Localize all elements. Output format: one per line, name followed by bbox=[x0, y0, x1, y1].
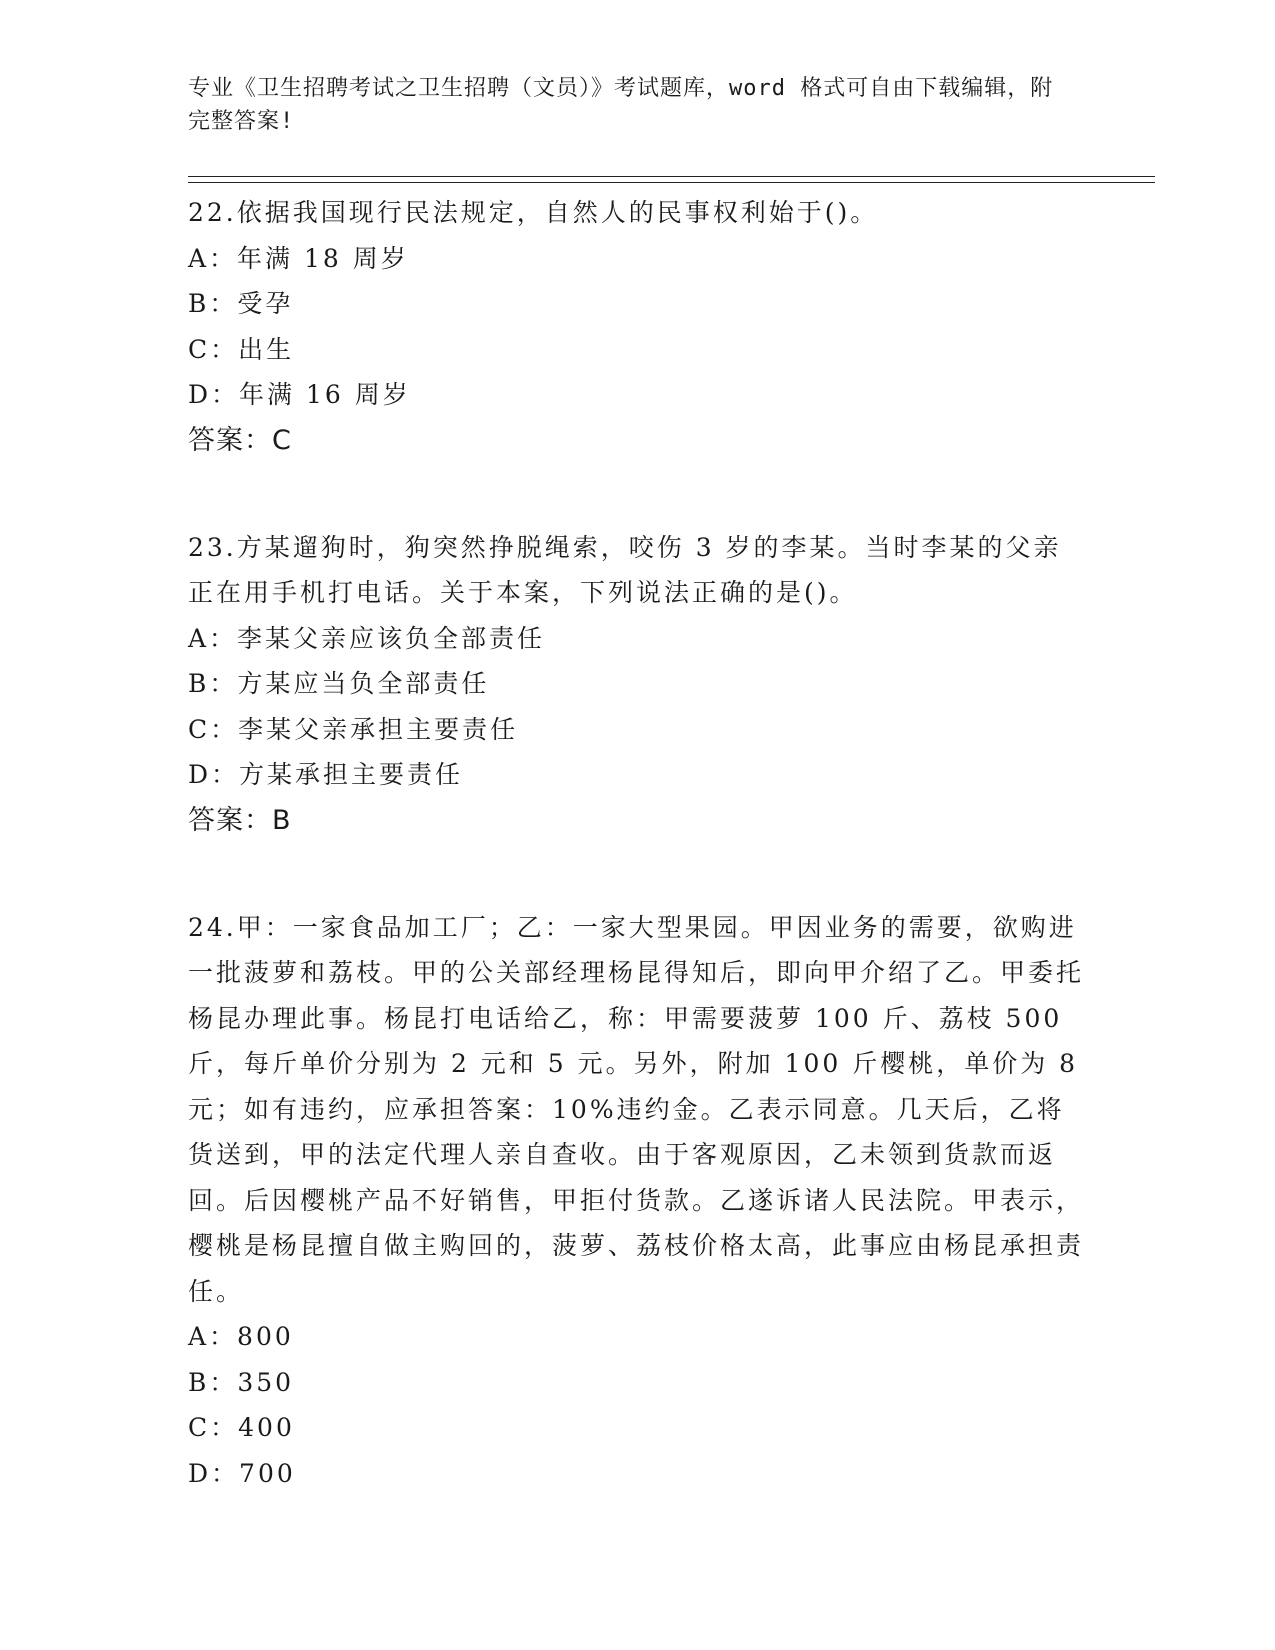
option-d: D：700 bbox=[188, 1458, 296, 1488]
question-text: 23.方某遛狗时，狗突然挣脱绳索，咬伤 3 岁的李某。当时李某的父亲正在用手机打电话。关于本案，下列说法正确的是()。 bbox=[188, 532, 1062, 607]
question-item bbox=[188, 905, 1088, 1497]
header-divider-bottom bbox=[188, 182, 1155, 183]
option-c: C：出生 bbox=[188, 334, 295, 364]
option-d: D：年满 16 周岁 bbox=[188, 380, 411, 409]
option-c: C：李某父亲承担主要责任 bbox=[188, 714, 519, 744]
option-b: B：方某应当负全部责任 bbox=[188, 669, 490, 698]
option-c: C：400 bbox=[188, 1413, 295, 1442]
question-item bbox=[188, 525, 1088, 844]
option-d: D：方某承担主要责任 bbox=[188, 760, 464, 789]
answer-text: 答案：B bbox=[188, 804, 292, 836]
option-a: A：800 bbox=[188, 1322, 294, 1351]
question-item bbox=[188, 190, 1088, 464]
header-divider-top bbox=[188, 176, 1155, 177]
option-a: A：年满 18 周岁 bbox=[188, 243, 409, 273]
document-header: 专业《卫生招聘考试之卫生招聘（文员）》考试题库，word 格式可自由下载编辑，附完整答案! bbox=[188, 76, 1054, 134]
answer-text: 答案：C bbox=[188, 424, 292, 456]
option-b: B：受孕 bbox=[188, 289, 294, 318]
question-text: 22.依据我国现行民法规定，自然人的民事权利始于()。 bbox=[188, 198, 879, 227]
option-a: A：李某父亲应该负全部责任 bbox=[188, 623, 546, 653]
question-text: 24.甲：一家食品加工厂；乙：一家大型果园。甲因业务的需要，欲购进一批菠萝和荔枝。甲的公关部经理杨昆得知后，即向甲介绍了乙。甲委托杨昆办理此事。杨昆打电话给乙，称：甲需要菠萝 100 斤、荔枝 500 斤，每斤单价分别为 2 元和 5 元。另外，附加 100 斤樱桃，单价为 8 元；如有违约，应承担答案：10%违约金。乙表示同意。几天后，乙将货送到，甲的法定代理人亲自查收。由于客观原因，乙未领到货款而返回。后因樱桃产品不好销售，甲拒付货款。乙遂诉诸人民法院。甲表示，樱桃是杨昆擅自做主购回的，菠萝、荔枝价格太高，此事应由杨昆承担责任。 bbox=[188, 912, 1085, 1306]
question-list bbox=[188, 190, 1088, 1557]
option-b: B：350 bbox=[188, 1367, 295, 1397]
